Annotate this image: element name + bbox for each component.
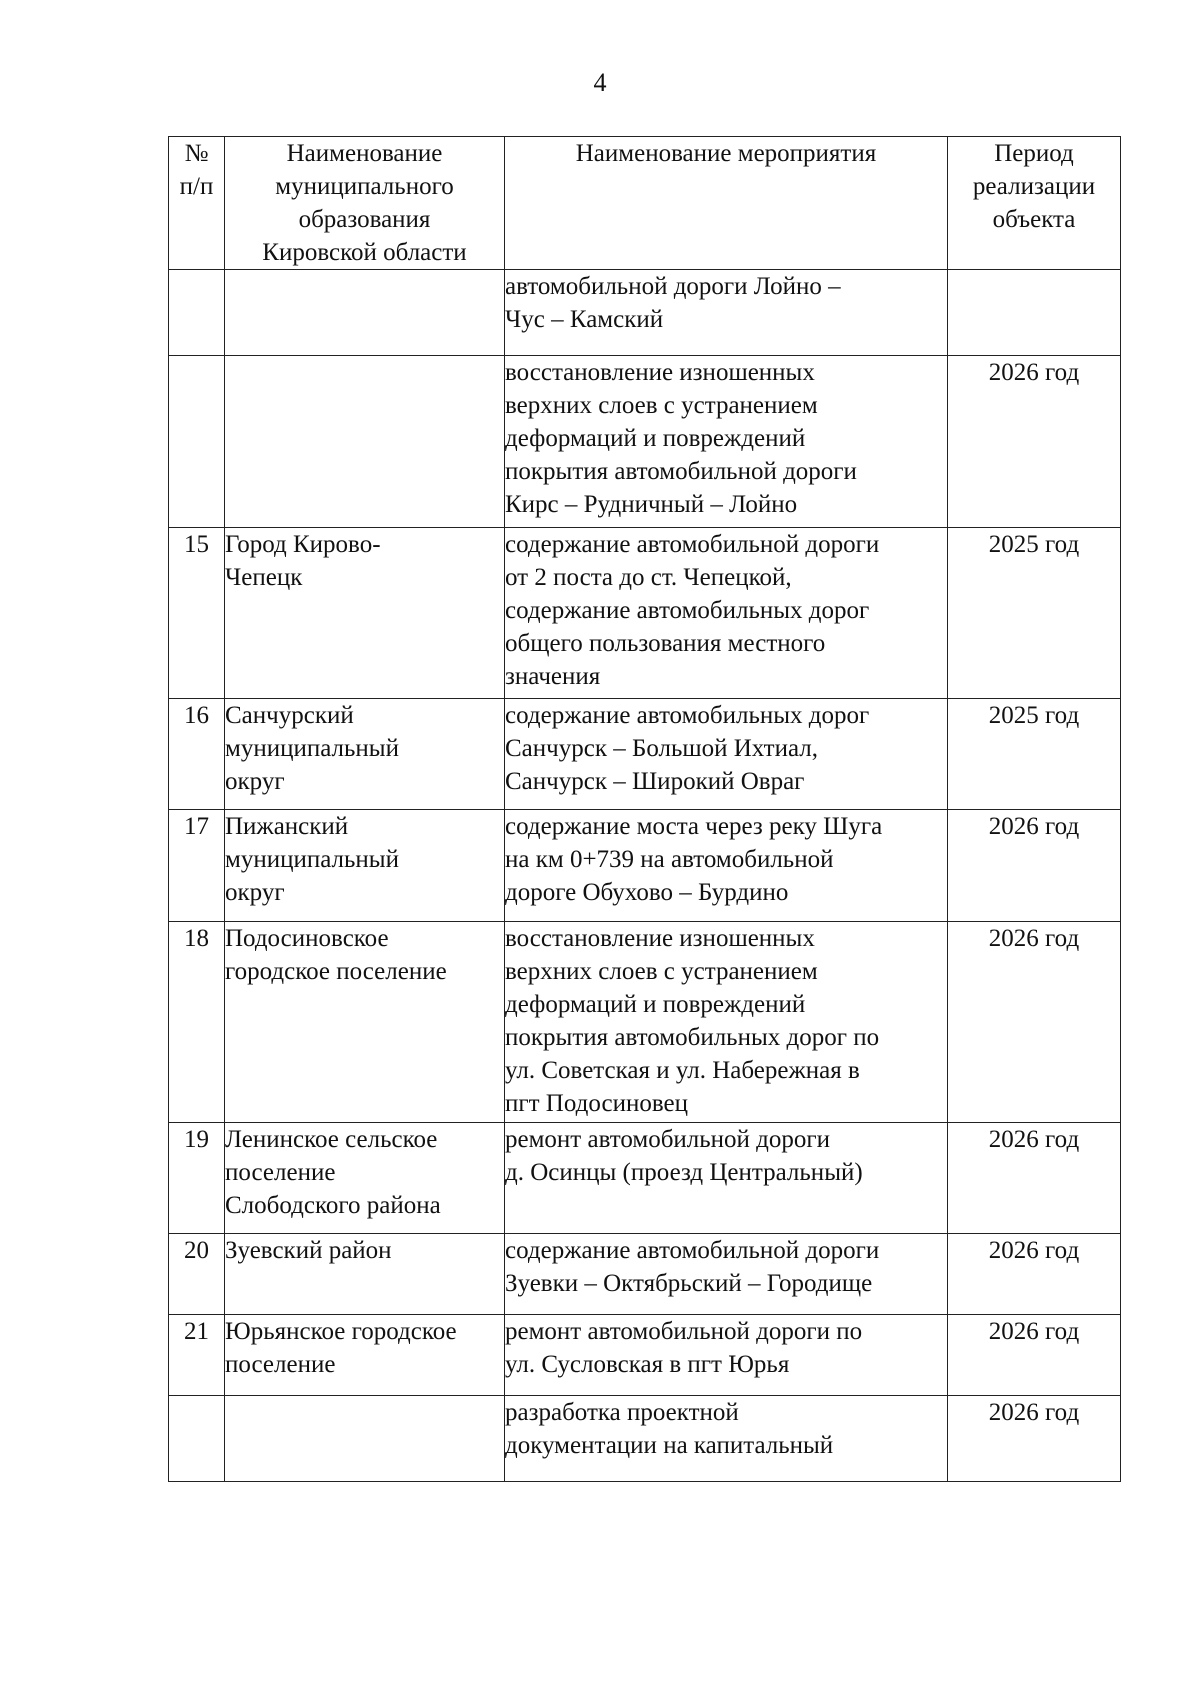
municipality-cell-line: Подосиновское	[225, 925, 389, 952]
activity-cell-line: Зуевки – Октябрьский – Городище	[505, 1270, 873, 1297]
activity-cell-line: Кирс – Рудничный – Лойно	[505, 491, 798, 518]
period-cell: 2026 год	[948, 1123, 1121, 1234]
activity-cell-line: верхних слоев с устранением	[505, 958, 818, 985]
activity-cell-line: восстановление изношенных	[505, 925, 815, 952]
row-number	[169, 356, 225, 528]
municipality-cell-line: округ	[225, 879, 285, 906]
municipality-cell-line: округ	[225, 768, 285, 795]
activity-cell-line: покрытия автомобильной дороги	[505, 458, 857, 485]
activity-cell-line: автомобильной дороги Лойно –	[505, 273, 841, 300]
municipality-cell	[225, 1396, 505, 1482]
activity-cell-line: восстановление изношенных	[505, 359, 815, 386]
activity-cell	[505, 699, 948, 810]
activity-cell-line: д. Осинцы (проезд Центральный)	[505, 1159, 863, 1186]
row-number: 21	[169, 1315, 225, 1396]
activity-cell-line: разработка проектной	[505, 1399, 739, 1426]
municipality-cell-line: Слободского района	[225, 1192, 441, 1219]
activity-cell-line: содержание автомобильной дороги	[505, 531, 880, 558]
municipality-cell-line: поселение	[225, 1159, 336, 1186]
row-number: 18	[169, 922, 225, 1123]
activity-cell-line: ремонт автомобильной дороги	[505, 1126, 831, 1153]
activity-cell	[505, 356, 948, 528]
row-number: 17	[169, 810, 225, 922]
header-num: № п/п	[169, 137, 225, 270]
period-cell: 2026 год	[948, 922, 1121, 1123]
activity-cell-line: деформаций и повреждений	[505, 425, 806, 452]
municipality-cell	[225, 1315, 505, 1396]
municipality-cell-line: поселение	[225, 1351, 336, 1378]
header-activity: Наименование мероприятия	[505, 137, 948, 270]
activity-cell-line: содержание автомобильной дороги	[505, 1237, 880, 1264]
municipality-cell	[225, 356, 505, 528]
municipality-cell-line: Юрьянское городское	[225, 1318, 457, 1345]
municipality-cell-line: Город Кирово-	[225, 531, 381, 558]
table-row	[169, 356, 1121, 528]
period-cell: 2025 год	[948, 699, 1121, 810]
table-row	[169, 922, 1121, 1123]
table-row	[169, 1123, 1121, 1234]
activity-cell-line: дороге Обухово – Бурдино	[505, 879, 789, 906]
municipality-cell-line: Санчурский	[225, 702, 354, 729]
period-cell: 2026 год	[948, 1234, 1121, 1315]
row-number: 16	[169, 699, 225, 810]
municipality-cell	[225, 699, 505, 810]
activity-cell	[505, 1123, 948, 1234]
row-number: 19	[169, 1123, 225, 1234]
table-row	[169, 1315, 1121, 1396]
activity-cell-line: значения	[505, 663, 601, 690]
activity-cell	[505, 270, 948, 356]
row-number: 20	[169, 1234, 225, 1315]
municipality-cell-line: муниципальный	[225, 735, 399, 762]
activity-cell-line: документации на капитальный	[505, 1432, 834, 1459]
municipality-cell	[225, 1234, 505, 1315]
period-cell: 2026 год	[948, 1315, 1121, 1396]
period-cell: 2025 год	[948, 528, 1121, 699]
table-body	[169, 270, 1121, 1482]
activity-cell-line: деформаций и повреждений	[505, 991, 806, 1018]
period-cell: 2026 год	[948, 1396, 1121, 1482]
table-row	[169, 1234, 1121, 1315]
table-row	[169, 810, 1121, 922]
municipality-cell-line: Чепецк	[225, 564, 303, 591]
activity-cell-line: общего пользования местного	[505, 630, 826, 657]
activity-cell-line: Санчурск – Широкий Овраг	[505, 768, 805, 795]
activity-cell-line: ул. Советская и ул. Набережная в	[505, 1057, 860, 1084]
municipality-cell-line: Пижанский	[225, 813, 349, 840]
municipality-cell-line: городское поселение	[225, 958, 447, 985]
activity-cell	[505, 528, 948, 699]
activities-table	[168, 136, 1121, 1482]
table-row	[169, 699, 1121, 810]
activity-cell-line: ул. Сусловская в пгт Юрья	[505, 1351, 790, 1378]
row-number	[169, 270, 225, 356]
municipality-cell	[225, 810, 505, 922]
activity-cell	[505, 1234, 948, 1315]
activity-cell-line: на км 0+739 на автомобильной	[505, 846, 834, 873]
municipality-cell	[225, 1123, 505, 1234]
period-cell	[948, 270, 1121, 356]
activity-cell-line: содержание автомобильных дорог	[505, 597, 870, 624]
activity-cell	[505, 810, 948, 922]
activity-cell-line: покрытия автомобильных дорог по	[505, 1024, 880, 1051]
municipality-cell	[225, 270, 505, 356]
activity-cell-line: содержание автомобильных дорог	[505, 702, 870, 729]
activity-cell-line: от 2 поста до ст. Чепецкой,	[505, 564, 792, 591]
header-municipality: Наименование муниципального образования Кировской области	[225, 137, 505, 270]
row-number: 15	[169, 528, 225, 699]
activity-cell-line: Санчурск – Большой Ихтиал,	[505, 735, 819, 762]
activity-cell-line: содержание моста через реку Шуга	[505, 813, 883, 840]
municipality-cell-line: Зуевский район	[225, 1237, 392, 1264]
table-row	[169, 1396, 1121, 1482]
municipality-cell-line: муниципальный	[225, 846, 399, 873]
activity-cell-line: пгт Подосиновец	[505, 1090, 688, 1117]
activity-cell	[505, 922, 948, 1123]
header-period: Период реализации объекта	[948, 137, 1121, 270]
activity-cell	[505, 1315, 948, 1396]
row-number	[169, 1396, 225, 1482]
activity-cell-line: Чус – Камский	[505, 306, 664, 333]
municipality-cell	[225, 528, 505, 699]
activity-cell	[505, 1396, 948, 1482]
municipality-cell-line: Ленинское сельское	[225, 1126, 438, 1153]
period-cell: 2026 год	[948, 810, 1121, 922]
table-row	[169, 270, 1121, 356]
activity-cell-line: верхних слоев с устранением	[505, 392, 818, 419]
activity-cell-line: ремонт автомобильной дороги по	[505, 1318, 863, 1345]
table-header-row	[169, 137, 1121, 270]
page-number: 4	[593, 68, 607, 97]
table-row	[169, 528, 1121, 699]
municipality-cell	[225, 922, 505, 1123]
period-cell: 2026 год	[948, 356, 1121, 528]
